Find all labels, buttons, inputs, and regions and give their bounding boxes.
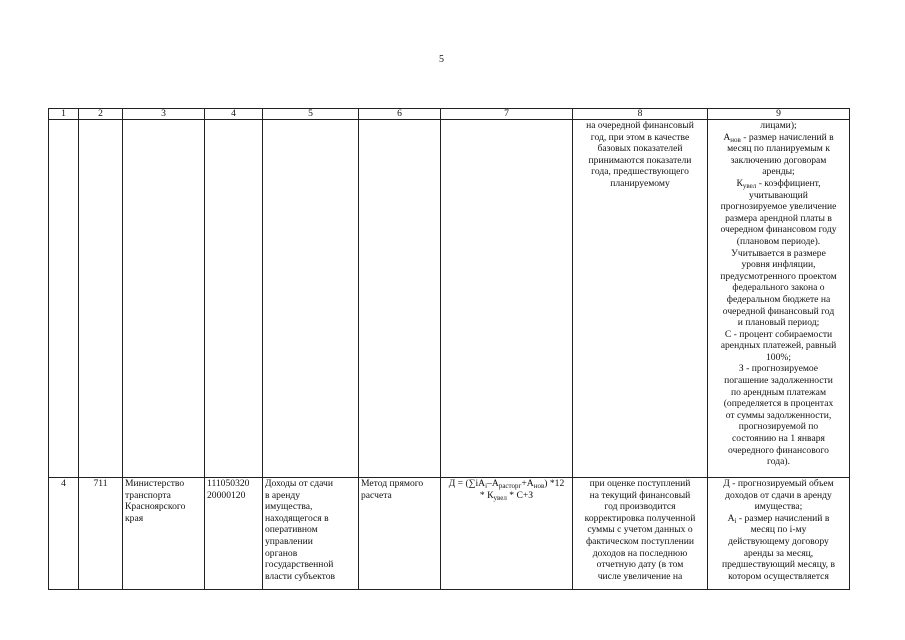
definition-item (710, 178, 847, 329)
definition-text: - коэффициент, учитывающий прогнозируемое увеличение размера арендной платы в очередном финансовом году (плановом периоде). Учитывается в размере уровня инфляции, предусмотренного проектом федерального закона о федеральном бюджете на очередной финансовый год и плановый период; (720, 177, 837, 329)
method-description-cell: на очередной финансовый год, при этом в качестве базовых показателей принимаются показатели года, предшествующего планируемому (573, 120, 708, 478)
table-cell (123, 120, 205, 478)
budget-code-cell: 111050320 20000120 (205, 478, 263, 590)
formula-text: +А (521, 478, 534, 489)
revenue-name-cell: Доходы от сдачи в аренду имущества, находящегося в оперативном управлении органов государственной власти субъектов (263, 478, 359, 590)
formula-text: * К (479, 489, 494, 501)
formula-text: –А (487, 478, 499, 489)
formula-text: ) *12 (544, 478, 565, 489)
column-number: 4 (205, 109, 263, 120)
table-row (49, 478, 850, 590)
column-number: 1 (49, 109, 79, 120)
column-number: 3 (123, 109, 205, 120)
page-number: 5 (439, 54, 444, 65)
column-number-row (49, 109, 850, 120)
variable-subscript: нов (730, 135, 741, 144)
formula-subscript: нов (533, 482, 545, 490)
formula-text: Д = (∑iА (448, 478, 486, 489)
column-number: 2 (79, 109, 123, 120)
formula-cell (441, 478, 573, 590)
variable-symbol: А (723, 131, 731, 143)
variable-subscript: i (734, 516, 737, 525)
definition-text: - размер начислений в месяц по i-му действующему договору аренды за месяц, предшествующий месяцу, в котором осуществляется (721, 512, 836, 582)
column-number: 8 (573, 109, 708, 120)
definition-text: - размер начислений в месяц по планируемым к заключению договорам аренды; (727, 131, 834, 178)
column-number: 5 (263, 109, 359, 120)
revenue-forecast-table (48, 108, 850, 590)
table-row-continued (49, 120, 850, 478)
admin-code-cell: 711 (79, 478, 123, 590)
definition-item: лицами); (760, 120, 797, 131)
administrator-name-cell: Министерство транспорта Красноярского края (123, 478, 205, 590)
row-number-cell: 4 (49, 478, 79, 590)
table-cell (205, 120, 263, 478)
table-cell (79, 120, 123, 478)
formula-subscript: расторг (498, 482, 522, 490)
definition-item (710, 132, 847, 178)
table-cell (49, 120, 79, 478)
variable-subscript: увел (742, 181, 757, 190)
variable-symbol: А (727, 512, 735, 524)
table-cell (263, 120, 359, 478)
definitions-cell (708, 120, 850, 478)
formula-subscript: увел (493, 493, 507, 502)
formula-text: * С+З (506, 489, 534, 501)
formula-subscript: i (485, 482, 488, 490)
column-number: 9 (708, 109, 850, 120)
definition-item: З - прогнозируемое погашение задолженности по арендным платежам (определяется в процентах от суммы задолженности, прогнозируемой по состоянию на 1 января очередного финансового года). (723, 363, 834, 468)
variable-symbol: К (736, 177, 743, 189)
column-number: 6 (359, 109, 441, 120)
calculation-method-cell: Метод прямого расчета (359, 478, 441, 590)
definitions-cell (708, 478, 850, 590)
table-cell (359, 120, 441, 478)
method-description-cell: при оценке поступлений на текущий финансовый год производится корректировка полученной суммы с учетом данных о фактическом поступлении доходов на последнюю отчетную дату (в том числе увеличение на (573, 478, 708, 590)
column-number: 7 (441, 109, 573, 120)
definition-item: Д - прогнозируемый объем доходов от сдачи в аренду имущества; (723, 478, 834, 513)
definition-item (710, 513, 847, 583)
table-cell (441, 120, 573, 478)
definition-item: С - процент собираемости арендных платежей, равный 100%; (720, 328, 837, 363)
